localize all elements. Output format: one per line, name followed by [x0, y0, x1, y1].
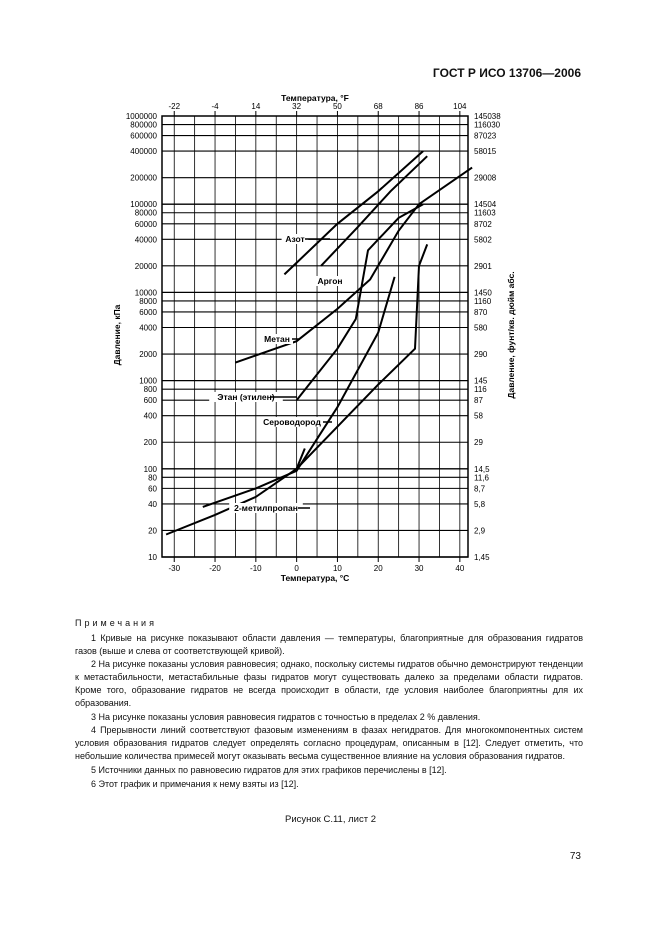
y-tick-label-right: 1,45 [474, 553, 490, 562]
y-tick-label-right: 2,9 [474, 526, 486, 536]
series-label-1: Аргон [317, 276, 343, 286]
document-header: ГОСТ Р ИСО 13706—2006 [432, 66, 581, 80]
y-tick-label-right: 11603 [474, 208, 496, 218]
y-tick-label-left: 4000 [139, 323, 157, 333]
y-tick-label-right: 5,8 [474, 499, 486, 509]
x-tick-label-f: -4 [211, 102, 219, 111]
y-tick-label-left: 60000 [134, 219, 157, 229]
note-2: 2 На рисунке показаны условия равновесия; однако, поскольку системы гидратов обычно демонстрируют тенденции к метастабильности, метастабильные фазы гидратов могут существовать далеко за пределами области гидратов. Кроме того, образование гидратов не всегда происходит в области, где условия наиболее благоприятны для их образования. [75, 659, 583, 708]
y-tick-label-left: 100 [143, 464, 157, 474]
x-tick-label-c: 20 [373, 564, 383, 573]
series-label-4: Сероводород [263, 417, 321, 427]
y-tick-label-left: 2000 [139, 350, 157, 360]
y-tick-label-right: 87023 [474, 131, 497, 141]
y-tick-label-right: 14504 [474, 200, 497, 210]
y-tick-label-left: 6000 [139, 307, 157, 317]
y-tick-label-left: 200 [143, 438, 157, 448]
y-tick-label-left: 20000 [134, 261, 157, 271]
y-tick-label-right: 8,7 [474, 484, 486, 494]
plot-frame [162, 116, 468, 557]
y-tick-label-right: 14,5 [474, 464, 490, 474]
y-tick-label-left: 8000 [139, 296, 157, 306]
y-tick-label-right: 87 [474, 396, 483, 406]
x-tick-label-f: -22 [168, 102, 181, 111]
note-6: 6 Этот график и примечания к нему взяты из [12]. [91, 778, 299, 789]
series-label-0: Азот [285, 234, 305, 244]
x-tick-label-c: -10 [250, 564, 262, 573]
y-tick-label-right: 1160 [474, 296, 492, 306]
x-tick-label-f: 104 [453, 102, 467, 111]
y-tick-label-right: 11,6 [474, 473, 489, 483]
y-tick-label-right: 2901 [474, 261, 492, 271]
series-line-3 [297, 204, 424, 400]
page-number: 73 [569, 851, 581, 862]
y-tick-label-right: 29008 [474, 173, 497, 183]
y-tick-label-left: 1000000 [125, 112, 157, 121]
y-tick-label-left: 400000 [130, 147, 157, 157]
x-tick-label-c: 10 [332, 564, 342, 573]
note-3: 3 На рисунке показаны условия равновесия гидратов с точностью в пределах 2 % давления. [91, 711, 481, 722]
y-tick-label-left: 600 [143, 396, 157, 406]
y-tick-label-left: 10000 [134, 288, 157, 298]
y-tick-label-right: 29 [474, 438, 483, 448]
series-label-5: 2-метилпропан [234, 503, 298, 513]
y-tick-label-right: 5802 [474, 235, 492, 245]
y-tick-label-right: 290 [474, 350, 488, 360]
left-axis-label: Давление, кПа [112, 304, 122, 366]
figure-caption: Рисунок С.11, лист 2 [285, 814, 376, 825]
x-tick-label-f: 86 [414, 102, 424, 111]
y-tick-label-right: 116 [474, 385, 487, 395]
y-tick-label-right: 116030 [474, 120, 501, 130]
chart-grid [162, 116, 468, 557]
x-tick-label-f: 14 [251, 102, 261, 111]
y-tick-label-right: 580 [474, 323, 488, 333]
y-tick-label-left: 10 [148, 553, 157, 562]
bottom-axis-label: Температура, °C [280, 573, 350, 583]
x-tick-label-c: 40 [455, 564, 465, 573]
x-tick-label-f: 50 [332, 102, 342, 111]
series-label-3: Этан (этилен) [217, 392, 275, 402]
y-tick-label-left: 200000 [130, 173, 157, 183]
y-tick-label-right: 58 [474, 411, 483, 421]
y-tick-label-left: 40 [148, 499, 157, 509]
x-tick-label-c: -30 [168, 564, 181, 573]
y-tick-label-left: 40000 [134, 235, 157, 245]
right-axis-label: Давление, фунт/кв. дюйм абс. [506, 271, 516, 399]
y-tick-label-left: 800 [143, 385, 157, 395]
notes-title: Примечания [75, 618, 157, 628]
y-tick-label-right: 1450 [474, 288, 492, 298]
y-tick-label-left: 80000 [134, 208, 157, 218]
x-tick-label-f: 32 [292, 102, 302, 111]
chart-axes [126, 102, 501, 573]
x-tick-label-c: -20 [209, 564, 221, 573]
x-tick-label-f: 68 [373, 102, 383, 111]
y-tick-label-right: 8702 [474, 219, 492, 229]
y-tick-label-left: 400 [143, 411, 157, 421]
y-tick-label-left: 600000 [130, 131, 157, 141]
notes-section [75, 617, 583, 791]
y-tick-label-right: 58015 [474, 147, 497, 157]
y-tick-label-left: 1000 [139, 376, 157, 386]
series-label-2: Метан [264, 334, 290, 344]
y-tick-label-left: 60 [148, 484, 157, 494]
note-1: 1 Кривые на рисунке показывают области давления — температуры, благоприятные для образования гидратов газов (выше и слева от соответствующей кривой). [75, 632, 583, 656]
y-tick-label-right: 145038 [474, 112, 501, 121]
y-tick-label-left: 800000 [130, 120, 157, 130]
x-tick-label-c: 0 [294, 564, 299, 573]
note-5: 5 Источники данных по равновесию гидратов для этих графиков перечислены в [12]. [91, 764, 447, 775]
y-tick-label-left: 20 [148, 526, 157, 536]
y-tick-label-right: 145 [474, 376, 488, 386]
top-axis-label: Температура, °F [281, 93, 349, 103]
y-tick-label-left: 100000 [130, 200, 157, 210]
y-tick-label-right: 870 [474, 307, 488, 317]
note-4: 4 Прерывности линий соответствуют фазовым изменениям в фазах негидратов. Для многокомпонентных систем условия образования гидратов следует определять согласно процедурам, описанным в [12]. Следует отметить, что небольшие количества примесей могут оказывать весьма существенное влияние на условия образования гидратов. [75, 725, 583, 761]
x-tick-label-c: 30 [414, 564, 424, 573]
y-tick-label-left: 80 [148, 473, 157, 483]
